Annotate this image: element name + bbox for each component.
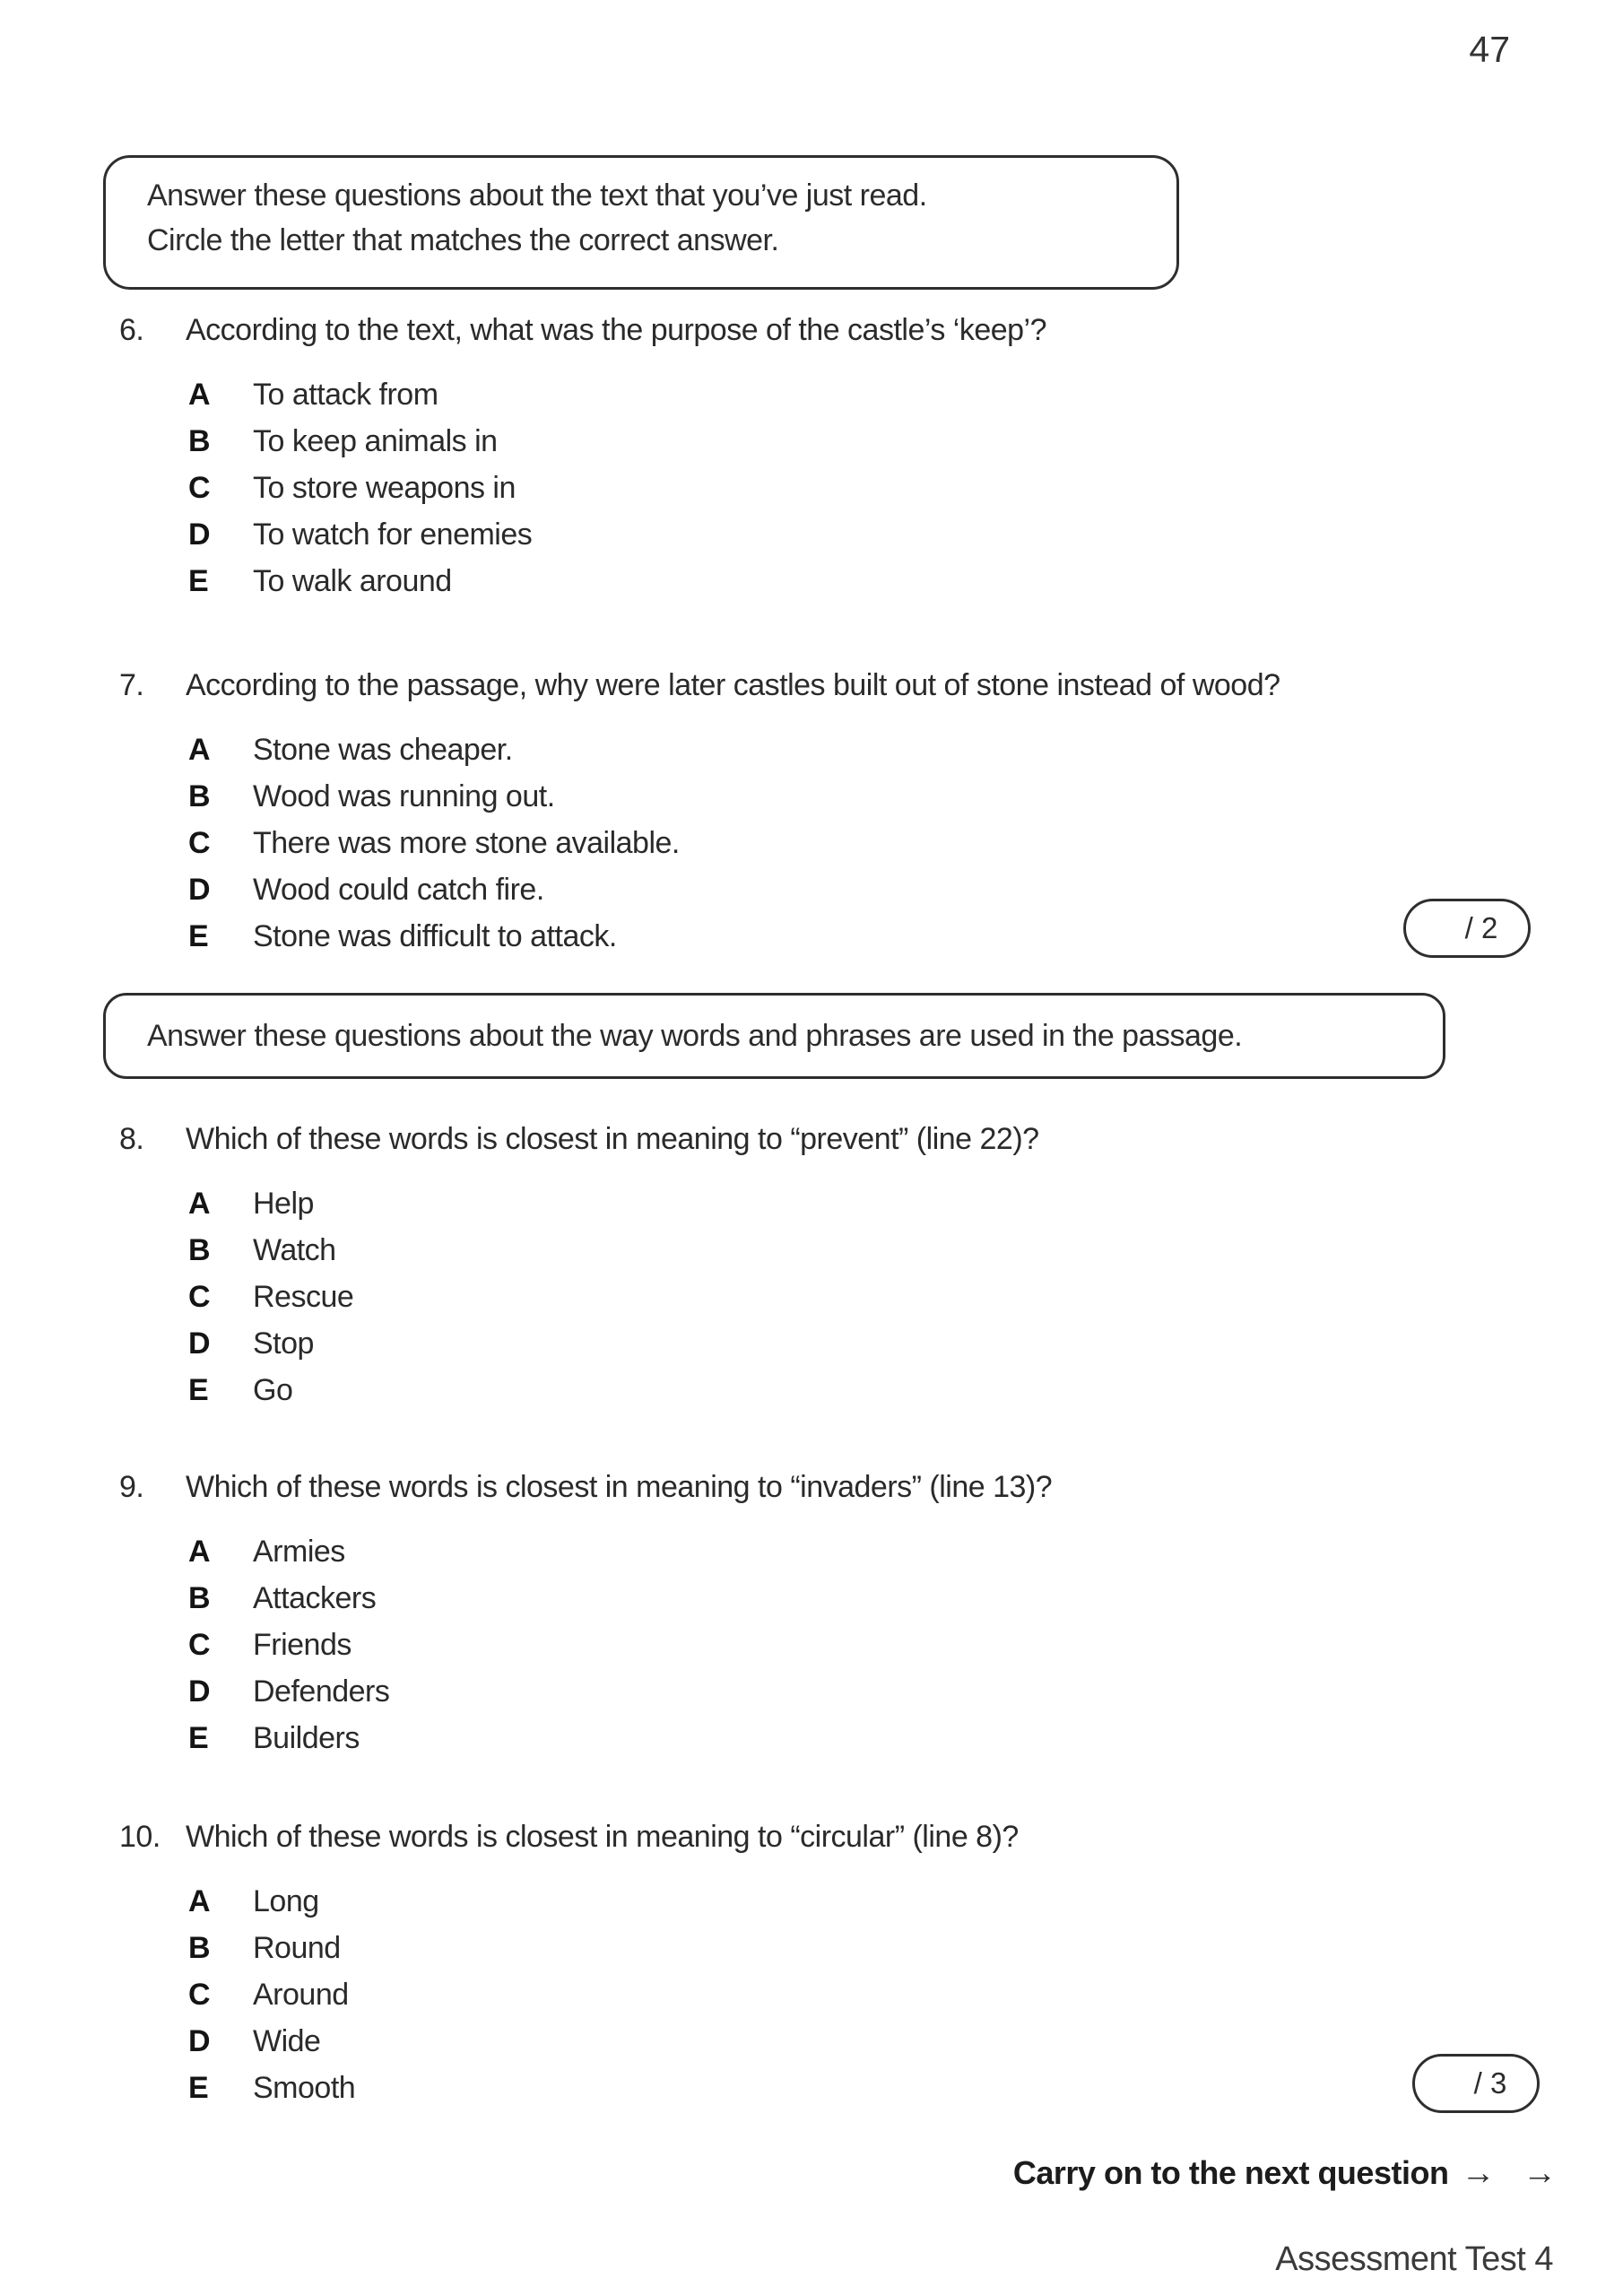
- option-row: [188, 1274, 1039, 1320]
- option-letter-a[interactable]: A: [188, 1535, 211, 1569]
- option-letter-c[interactable]: C: [188, 1280, 211, 1314]
- option-text: To walk around: [253, 564, 452, 598]
- options-list: [188, 1180, 1039, 1413]
- option-row: [188, 1878, 1019, 1925]
- option-letter-b[interactable]: B: [188, 424, 211, 458]
- option-row: [188, 820, 1280, 866]
- option-row: [188, 1925, 1019, 1971]
- question-10: [119, 1815, 1019, 2111]
- option-letter-e[interactable]: E: [188, 2071, 209, 2105]
- option-row: [188, 2018, 1019, 2065]
- score-badge-q6-q7: [1403, 899, 1531, 958]
- option-row: [188, 1715, 1052, 1761]
- option-letter-a[interactable]: A: [188, 733, 211, 767]
- instruction-line: Answer these questions about the way words and phrases are used in the passage.: [147, 1018, 1243, 1053]
- options-list: [188, 1878, 1019, 2111]
- option-text: To watch for enemies: [253, 517, 533, 552]
- option-letter-b[interactable]: B: [188, 779, 211, 813]
- question-text: Which of these words is closest in meaning to “invaders” (line 13)?: [186, 1470, 1053, 1504]
- score-badge-label: / 3: [1473, 2066, 1507, 2100]
- instruction-box-text-questions: [103, 155, 1179, 290]
- option-letter-d[interactable]: D: [188, 873, 211, 907]
- option-row: [188, 1971, 1019, 2018]
- option-row: [188, 2065, 1019, 2111]
- option-letter-c[interactable]: C: [188, 1978, 211, 2012]
- arrow-right-icon: → →: [1461, 2154, 1566, 2192]
- page-number: 47: [1469, 29, 1510, 70]
- option-letter-e[interactable]: E: [188, 919, 209, 953]
- option-row: [188, 1367, 1039, 1413]
- option-text: To keep animals in: [253, 424, 498, 458]
- option-text: Armies: [253, 1535, 345, 1569]
- option-row: [188, 511, 1046, 558]
- option-text: Help: [253, 1187, 314, 1221]
- option-text: Wide: [253, 2024, 321, 2058]
- option-row: [188, 1227, 1039, 1274]
- option-row: [188, 1180, 1039, 1227]
- option-text: Attackers: [253, 1581, 377, 1615]
- option-text: Stop: [253, 1326, 314, 1361]
- option-letter-b[interactable]: B: [188, 1581, 211, 1615]
- option-letter-d[interactable]: D: [188, 517, 211, 552]
- option-text: Wood was running out.: [253, 779, 555, 813]
- options-list: [188, 371, 1046, 604]
- option-letter-d[interactable]: D: [188, 1674, 211, 1709]
- option-text: Around: [253, 1978, 349, 2012]
- footer-test-name: Assessment Test 4: [1275, 2240, 1553, 2278]
- carry-on-label: Carry on to the next question: [1012, 2154, 1449, 2191]
- instruction-line: Circle the letter that matches the correct answer.: [147, 223, 779, 257]
- option-row: [188, 1575, 1052, 1622]
- option-row: [188, 1622, 1052, 1668]
- instruction-line: Answer these questions about the text that you’ve just read.: [147, 178, 927, 213]
- option-text: Long: [253, 1884, 319, 1918]
- option-row: [188, 913, 1280, 960]
- option-row: [188, 1668, 1052, 1715]
- option-row: [188, 418, 1046, 465]
- option-row: [188, 371, 1046, 418]
- option-text: There was more stone available.: [253, 826, 680, 860]
- question-text: Which of these words is closest in meaning to “circular” (line 8)?: [186, 1820, 1019, 1854]
- option-text: Builders: [253, 1721, 360, 1755]
- score-badge-q8-q10: [1412, 2054, 1540, 2113]
- option-text: Defenders: [253, 1674, 390, 1709]
- option-letter-d[interactable]: D: [188, 2024, 211, 2058]
- options-list: [188, 726, 1280, 960]
- option-text: To attack from: [253, 378, 438, 412]
- option-letter-c[interactable]: C: [188, 1628, 211, 1662]
- score-badge-label: / 2: [1464, 911, 1498, 944]
- option-text: Stone was difficult to attack.: [253, 919, 617, 953]
- option-row: [188, 465, 1046, 511]
- option-text: Go: [253, 1373, 293, 1407]
- option-text: Smooth: [253, 2071, 356, 2105]
- option-letter-e[interactable]: E: [188, 1721, 209, 1755]
- question-number: 6.: [119, 313, 144, 347]
- question-7: [119, 664, 1280, 960]
- option-text: Watch: [253, 1233, 336, 1267]
- option-letter-c[interactable]: C: [188, 471, 211, 505]
- options-list: [188, 1528, 1052, 1761]
- option-letter-c[interactable]: C: [188, 826, 211, 860]
- question-text: According to the passage, why were later castles built out of stone instead of wood?: [186, 668, 1280, 702]
- option-text: Wood could catch fire.: [253, 873, 544, 907]
- option-letter-a[interactable]: A: [188, 378, 211, 412]
- option-letter-b[interactable]: B: [188, 1233, 211, 1267]
- question-9: [119, 1465, 1052, 1761]
- question-number: 9.: [119, 1470, 144, 1504]
- question-text: Which of these words is closest in meaning to “prevent” (line 22)?: [186, 1122, 1039, 1156]
- question-number: 8.: [119, 1122, 144, 1156]
- option-letter-a[interactable]: A: [188, 1884, 211, 1918]
- option-text: Stone was cheaper.: [253, 733, 513, 767]
- question-8: [119, 1118, 1039, 1413]
- option-text: Rescue: [253, 1280, 354, 1314]
- option-row: [188, 558, 1046, 604]
- option-row: [188, 1528, 1052, 1575]
- option-text: Round: [253, 1931, 341, 1965]
- question-number: 7.: [119, 668, 144, 702]
- option-row: [188, 726, 1280, 773]
- question-6: [119, 309, 1046, 604]
- instruction-box-word-questions: [103, 993, 1445, 1079]
- option-row: [188, 773, 1280, 820]
- option-text: To store weapons in: [253, 471, 516, 505]
- carry-on-note: [1013, 2154, 1566, 2193]
- question-number: 10.: [119, 1820, 161, 1854]
- option-letter-d[interactable]: D: [188, 1326, 211, 1361]
- option-letter-b[interactable]: B: [188, 1931, 211, 1965]
- option-letter-e[interactable]: E: [188, 564, 209, 598]
- question-text: According to the text, what was the purpose of the castle’s ‘keep’?: [186, 313, 1047, 347]
- option-letter-a[interactable]: A: [188, 1187, 211, 1221]
- option-row: [188, 1320, 1039, 1367]
- option-letter-e[interactable]: E: [188, 1373, 209, 1407]
- option-text: Friends: [253, 1628, 352, 1662]
- option-row: [188, 866, 1280, 913]
